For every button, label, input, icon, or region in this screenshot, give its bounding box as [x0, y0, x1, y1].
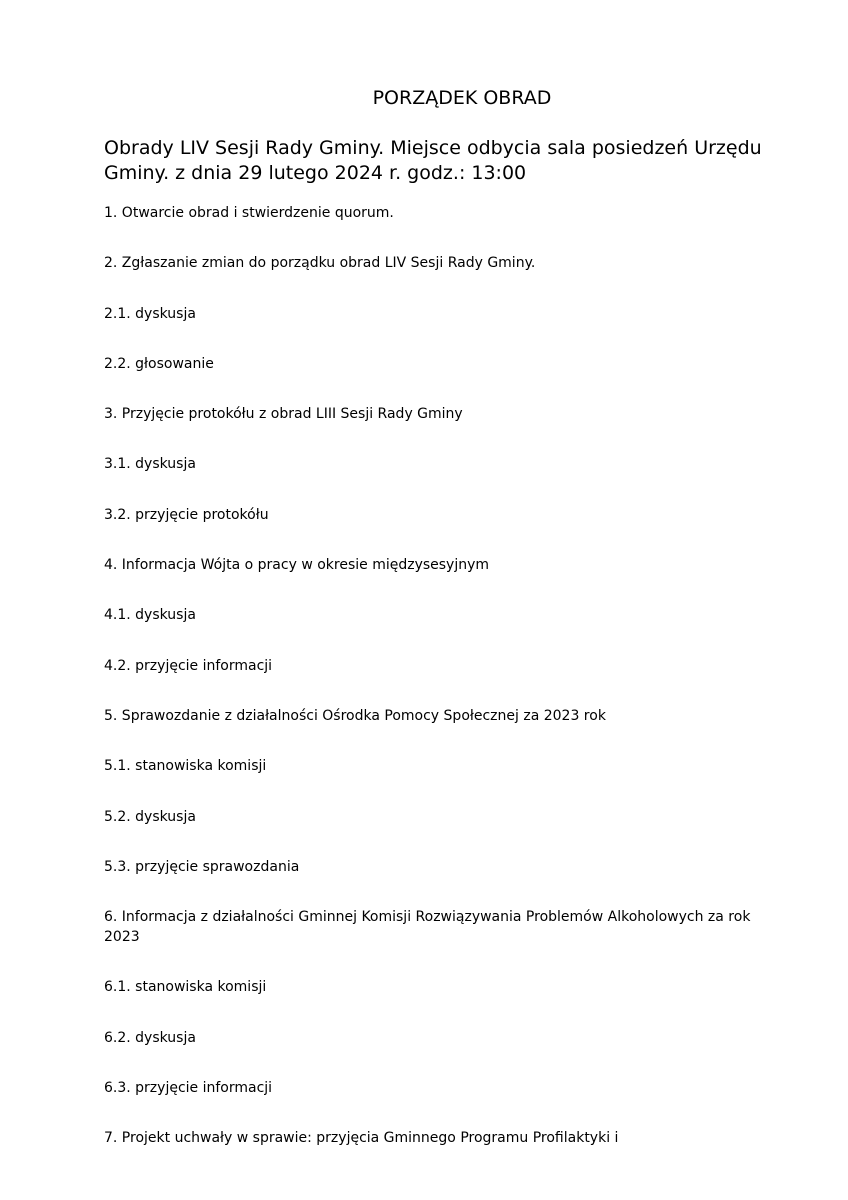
agenda-item-4: 4. Informacja Wójta o pracy w okresie międzysesyjnym — [104, 557, 490, 574]
agenda-item-1: 1. Otwarcie obrad i stwierdzenie quorum. — [104, 205, 394, 221]
agenda-item-2-2: 2.2. głosowanie — [104, 355, 214, 372]
agenda-item-4-2: 4.2. przyjęcie informacji — [104, 657, 273, 674]
page-title: PORZĄDEK OBRAD — [372, 87, 552, 109]
agenda-item-7: 7. Projekt uchwały w sprawie: przyjęcia Gminnego Programu Profilaktyki i — [104, 1130, 619, 1147]
agenda-item-6: 6. Informacja z działalności Gminnej Komisji Rozwiązywania Problemów Alkoholowych za rok 2023 — [104, 909, 751, 946]
agenda-item-5-1: 5.1. stanowiska komisji — [104, 758, 267, 775]
agenda-item-3: 3. Przyjęcie protokółu z obrad LIII Sesji Rady Gminy — [104, 406, 463, 423]
agenda-item-5-2: 5.2. dyskusja — [104, 808, 196, 825]
agenda-item-2-1: 2.1. dyskusja — [104, 305, 196, 322]
agenda-item-6-2: 6.2. dyskusja — [104, 1029, 196, 1046]
agenda-item-5-3: 5.3. przyjęcie sprawozdania — [104, 858, 300, 875]
agenda-item-3-1: 3.1. dyskusja — [104, 456, 196, 473]
agenda-list — [104, 203, 784, 1179]
agenda-item-6-1: 6.1. stanowiska komisji — [104, 979, 267, 996]
agenda-item-6-3: 6.3. przyjęcie informacji — [104, 1080, 273, 1097]
agenda-item-5: 5. Sprawozdanie z działalności Ośrodka Pomocy Społecznej za 2023 rok — [104, 707, 606, 724]
session-info: Obrady LIV Sesji Rady Gminy. Miejsce odbycia sala posiedzeń Urzędu Gminy. z dnia 29 lutego 2024 r. godz.: 13:00 — [104, 137, 762, 184]
agenda-item-2: 2. Zgłaszanie zmian do porządku obrad LIV Sesji Rady Gminy. — [104, 255, 536, 272]
agenda-item-4-1: 4.1. dyskusja — [104, 607, 196, 624]
agenda-item-3-2: 3.2. przyjęcie protokółu — [104, 506, 269, 523]
